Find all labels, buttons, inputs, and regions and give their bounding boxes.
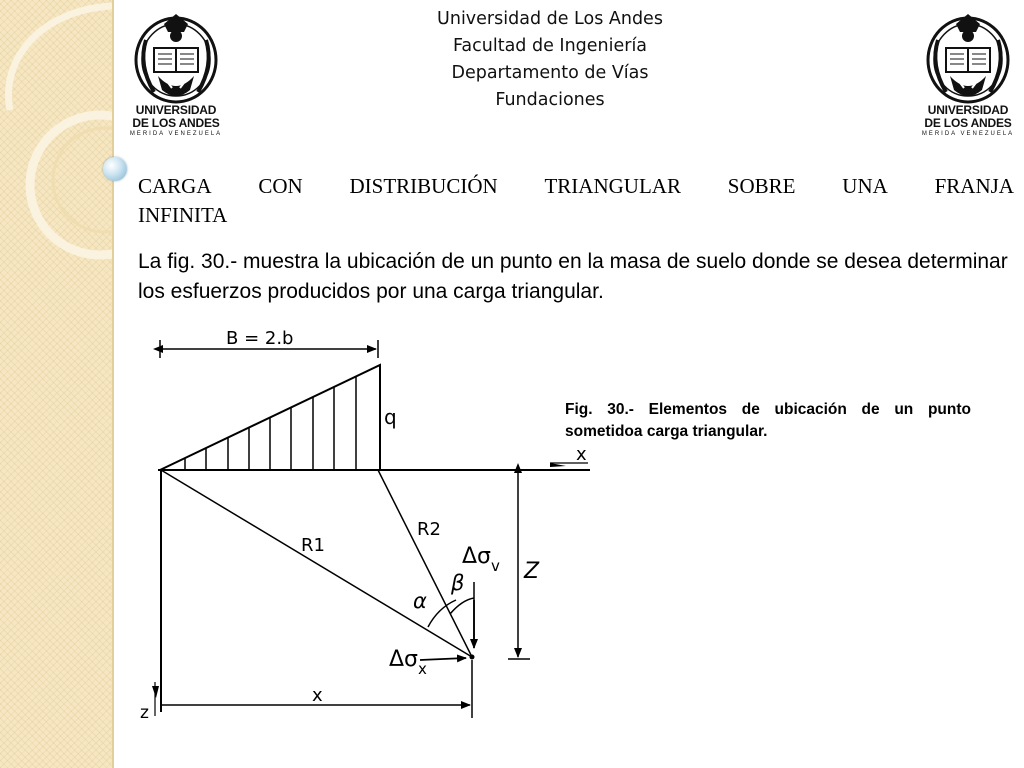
title-word: SOBRE	[727, 174, 796, 198]
title-word: TRIANGULAR	[544, 174, 681, 198]
label-q: q	[384, 405, 397, 429]
header-faculty: Facultad de Ingeniería	[452, 36, 648, 56]
figure-caption: Fig. 30.- Elementos de ubicación de un punto sometidoa carga triangular.	[565, 401, 971, 440]
point-of-interest	[470, 655, 475, 660]
label-B: B = 2.b	[226, 328, 294, 349]
sigma-v-symbol: Δσ	[462, 544, 491, 569]
body-paragraph: La fig. 30.- muestra la ubicación de un punto en la masa de suelo donde se desea determinar los esfuerzos producidos por una carga triangular.	[138, 250, 1008, 303]
header-university: Universidad de Los Andes	[437, 9, 663, 29]
label-R2: R2	[417, 519, 441, 540]
label-x-bottom: x	[312, 685, 323, 706]
title-line2: INFINITA	[138, 203, 228, 227]
sigma-x-arrow-icon	[420, 658, 466, 660]
label-z-axis: z	[140, 703, 149, 723]
triangular-load	[160, 365, 380, 470]
logo-name-line2: DE LOS ANDES	[132, 116, 220, 130]
sigma-v-subscript: v	[491, 557, 500, 575]
label-alpha: α	[413, 589, 427, 613]
z-axis-arrow-icon	[152, 682, 159, 716]
label-R1: R1	[301, 535, 325, 556]
label-beta: β	[451, 571, 465, 595]
logo-city: MERIDA VENEZUELA	[129, 131, 223, 137]
sigma-x-symbol: Δσ	[389, 647, 418, 672]
title-word: DISTRIBUCIÓN	[349, 174, 498, 198]
title-word: CON	[258, 174, 303, 198]
label-x-axis: x	[576, 444, 587, 465]
label-sigma-x	[389, 647, 427, 678]
angle-alpha-arc	[428, 600, 456, 627]
title-word: UNA	[842, 174, 888, 198]
logo-name-line2: DE LOS ANDES	[924, 116, 1012, 130]
header-department: Departamento de Vías	[451, 63, 649, 83]
title-word: FRANJA	[934, 174, 1014, 198]
logo-name-line1: UNIVERSIDAD	[135, 103, 217, 117]
sigma-x-subscript: x	[418, 660, 427, 678]
label-Z: Z	[524, 559, 540, 584]
logo-city: MERIDA VENEZUELA	[921, 131, 1015, 137]
header-course: Fundaciones	[495, 90, 605, 110]
title-word: CARGA	[138, 174, 212, 198]
label-sigma-v	[462, 544, 500, 575]
logo-name-line1: UNIVERSIDAD	[927, 103, 1009, 117]
